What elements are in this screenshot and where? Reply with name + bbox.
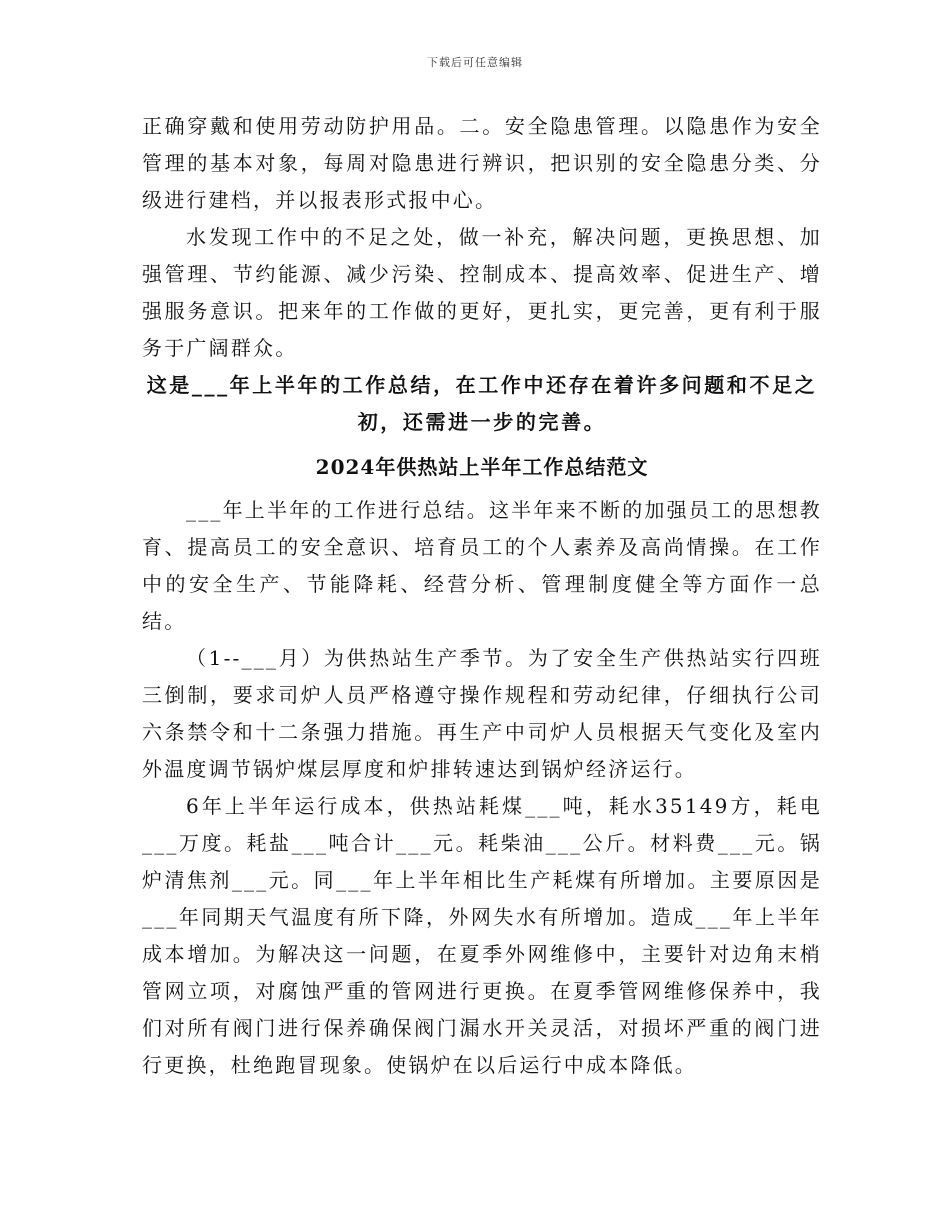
paragraph-4: ___年上半年的工作进行总结。这半年来不断的加强员工的思想教育、提高员工的安全意识、培育员工的个人素养及高尚情操。在工作中的安全生产、节能降耗、经营分析、管理制度健全等方面作一总结。 bbox=[142, 498, 822, 633]
section-title: 2024年供热站上半年工作总结范文 bbox=[315, 455, 649, 479]
paragraph-3-bold: 这是___年上半年的工作总结，在工作中还存在着许多问题和不足之初，还需进一步的完善。 bbox=[146, 373, 818, 434]
document-body bbox=[142, 108, 822, 1084]
paragraph-1: 正确穿戴和使用劳动防护用品。二。安全隐患管理。以隐患作为安全管理的基本对象，每周对隐患进行辨识，把识别的安全隐患分类、分级进行建档，并以报表形式报中心。 bbox=[142, 114, 822, 212]
paragraph-2: 水发现工作中的不足之处，做一补充，解决问题，更换思想、加强管理、节约能源、减少污染、控制成本、提高效率、促进生产、增强服务意识。把来年的工作做的更好，更扎实，更完善，更有利于服务于广阔群众。 bbox=[142, 225, 822, 360]
paragraph-6: 6年上半年运行成本，供热站耗煤___吨，耗水35149方，耗电___万度。耗盐___吨合计___元。耗柴油___公斤。材料费___元。锅炉清焦剂___元。同___年上半年相比生产耗煤有所增加。主要原因是___年同期天气温度有所下降，外网失水有所增加。造成___年上半年成本增加。为解决这一问题，在夏季外网维修中，主要针对边角末梢管网立项，对腐蚀严重的管网进行更换。在夏季管网维修保养中，我们对所有阀门进行保养确保阀门漏水开关灵活，对损坏严重的阀门进行更换，杜绝跑冒现象。使锅炉在以后运行中成本降低。 bbox=[142, 794, 822, 1077]
paragraph-5: （1--___月）为供热站生产季节。为了安全生产供热站实行四班三倒制，要求司炉人员严格遵守操作规程和劳动纪律，仔细执行公司六条禁令和十二条强力措施。再生产中司炉人员根据天气变化及室内外温度调节锅炉煤层厚度和炉排转速达到锅炉经济运行。 bbox=[142, 646, 822, 781]
page-header: 下载后可任意编辑 bbox=[427, 56, 523, 69]
